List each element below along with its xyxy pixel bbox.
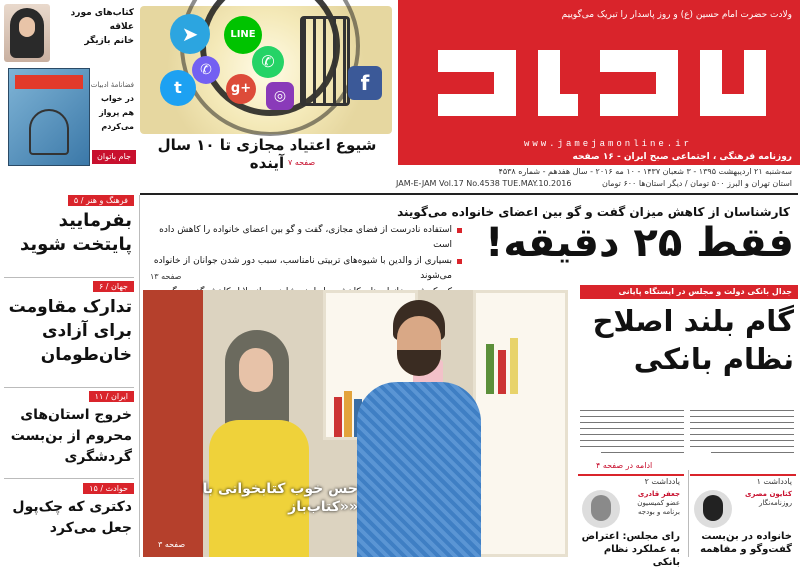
opinion-note-2[interactable]	[578, 470, 684, 568]
issue-latin: JAM-E-JAM Vol.17 No.4538 TUE.MAY.10.2016	[396, 179, 572, 188]
rail-tag: ایران / ۱۱	[89, 391, 134, 402]
bookshelf	[473, 290, 568, 557]
book-section-label: جام باتوان	[92, 150, 136, 164]
book-teaser[interactable]	[0, 0, 138, 190]
rail-headline: بفرمایید پایتخت شوید	[19, 210, 132, 255]
banking-page-ref: ادامه در صفحه ۴	[596, 461, 653, 470]
masthead-greeting: ولادت حضرت امام حسین (ع) و روز پاسدار را تبریک می‌گوییم	[561, 10, 792, 20]
photo-page-ref: صفحه ۳	[158, 540, 186, 549]
note-author	[622, 490, 680, 517]
rail-item-world[interactable]	[0, 281, 138, 383]
lead-page-ref: صفحه ۱۳	[150, 272, 182, 281]
masthead-url[interactable]: www.jamejamonline.ir	[523, 139, 693, 149]
photo-caption[interactable]: حس خوب کتابخوانی با «کتاب‌باز»	[202, 481, 358, 515]
banking-kicker: جدال بانکی دولت و مجلس در ایستگاه پایانی	[580, 285, 798, 299]
rail-headline: تدارک مقاومت برای آزادی خان‌طومان	[8, 297, 132, 365]
issue-date: سه‌شنبه ۲۱ اردیبهشت ۱۳۹۵ - ۳ شعبان ۱۴۳۷ - ۱۰ مه ۲۰۱۶ - سال هفدهم - شماره ۴۵۳۸	[498, 167, 792, 176]
actress-figure	[203, 330, 313, 557]
lead-photo	[143, 290, 568, 557]
issue-price: استان تهران و البرز ۵۰۰ تومان / دیگر استان‌ها ۶۰۰ تومان	[601, 179, 792, 188]
book-teaser-text	[88, 78, 134, 134]
issue-info	[398, 165, 800, 193]
author-avatar	[582, 490, 620, 528]
book-teaser-line: در خواب هم پرواز می‌کردم	[99, 94, 134, 131]
rail-tag: حوادث / ۱۵	[83, 483, 134, 494]
social-apps-illustration	[140, 6, 392, 134]
rail-headline: دکتری که چک‌پول جعل می‌کرد	[12, 499, 132, 536]
actress-avatar	[4, 4, 50, 62]
promo-headline: شیوع اعتیاد مجازی تا ۱۰ سال آینده	[157, 136, 377, 172]
note-title: رای مجلس: اعتراض به عملکرد نظام بانکی	[581, 531, 680, 568]
masthead	[398, 0, 800, 165]
instagram-icon: ◎	[266, 82, 294, 110]
google-plus-icon: g+	[226, 74, 256, 104]
whatsapp-icon: ✆	[252, 46, 284, 78]
body-column	[690, 405, 794, 457]
host-figure	[353, 300, 483, 557]
author-name: کتایون مصری	[745, 490, 792, 498]
jamejam-logo	[428, 30, 788, 126]
rail-rule	[139, 195, 140, 557]
author-avatar	[694, 490, 732, 528]
header-rule	[140, 193, 798, 195]
rail-item-culture[interactable]	[0, 195, 138, 275]
author-role: عضو کمیسیون برنامه و بودجه	[637, 499, 680, 516]
teaser-text	[50, 6, 134, 48]
note-title: خانواده در بن‌بست گفت‌وگو و مفاهمه	[700, 531, 792, 555]
masthead-subtitle: روزنامه فرهنگی ، اجتماعی صبح ایران - ۱۶ صفحه	[572, 152, 792, 162]
body-column	[580, 405, 684, 457]
lead-headline[interactable]: فقط ۲۵ دقیقه!	[485, 220, 794, 266]
line-icon: LINE	[224, 16, 262, 54]
lead-bullet: بسیاری از والدین با شیوه‌های تربیتی نامناسب، سبب دور شدن جوانان از خانواده می‌شوند	[150, 254, 462, 284]
lead-bullet: استفاده نادرست از فضای مجازی، گفت و گو بین اعضای خانواده را کاهش داده است	[150, 223, 462, 253]
note-tag: یادداشت ۲	[578, 474, 684, 487]
rail-item-iran[interactable]	[0, 391, 138, 475]
author-role: روزنامه‌نگار	[758, 499, 792, 507]
cage-icon	[300, 16, 350, 106]
rail-tag: فرهنگ و هنر / ۵	[68, 195, 134, 206]
lead-kicker: کارشناسان از کاهش میزان گفت و گو بین اعضای خانواده می‌گویند	[397, 205, 790, 219]
teaser-title: کتاب‌های مورد علاقه	[70, 8, 134, 32]
author-name: جعفر قادری	[637, 490, 680, 498]
rail-headline: خروج استان‌های محروم از بن‌بست گردشگری	[10, 407, 132, 465]
red-door	[143, 290, 203, 557]
opinion-note-1[interactable]	[690, 470, 796, 557]
note-author	[734, 490, 792, 508]
left-rail	[0, 193, 138, 557]
viber-icon: ✆	[192, 56, 220, 84]
magazine-cover-image	[8, 68, 90, 166]
note-divider	[688, 470, 689, 557]
telegram-icon: ➤	[170, 14, 210, 54]
teaser-name: خانم بازیگر	[84, 36, 134, 46]
note-tag: یادداشت ۱	[690, 474, 796, 487]
promo-page-ref: صفحه ۷	[288, 158, 316, 167]
rail-item-incidents[interactable]	[0, 483, 138, 557]
book-title: فضانامهٔ ادبیات	[90, 81, 134, 89]
promo-box[interactable]	[138, 0, 398, 172]
rail-tag: جهان / ۶	[93, 281, 134, 292]
twitter-icon: t	[160, 70, 196, 106]
banking-headline[interactable]: گام بلند اصلاح نظام بانکی	[592, 304, 794, 376]
facebook-icon: f	[348, 66, 382, 100]
